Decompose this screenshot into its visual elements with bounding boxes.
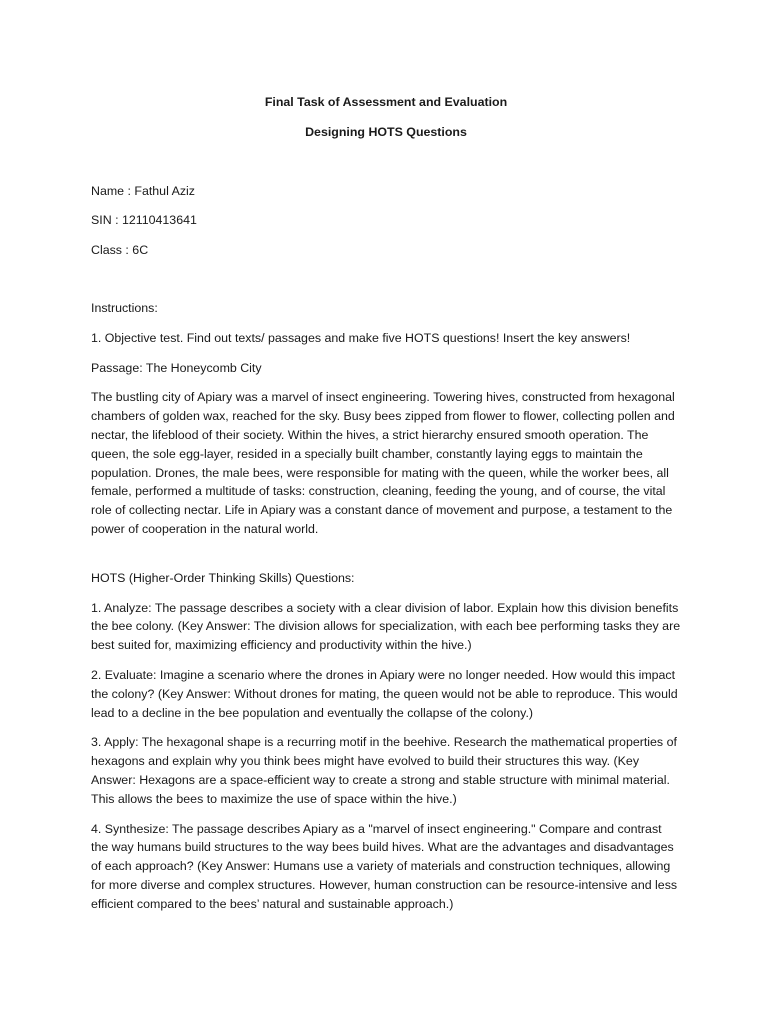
question-item: 3. Apply: The hexagonal shape is a recurring motif in the beehive. Research the mathematical properties of hexagons and explain why you think bees might have evolved to build their structures this way. (Key Answer: Hexagons are a space-efficient way to create a strong and stable structure with minimal material. This allows the bees to maximize the use of space within the hive.) (91, 735, 677, 806)
student-sin: SIN : 12110413641 (91, 213, 197, 228)
question-item: 4. Synthesize: The passage describes Apiary as a "marvel of insect engineering." Compare and contrast the way humans build structures to the way bees build hives. What are the advantages and disadvantages of each approach? (Key Answer: Humans use a variety of materials and construction techniques, allowing for more diverse and complex structures. However, human construction can be resource-intensive and less efficient compared to the bees’ natural and sustainable approach.) (91, 821, 678, 911)
document-subtitle: Designing HOTS Questions (305, 124, 467, 139)
passage-title: Passage: The Honeycomb City (91, 360, 262, 375)
question-item: 1. Analyze: The passage describes a society with a clear division of labor. Explain how this division benefits the bee colony. (Key Answer: The division allows for specialization, with each bee performing tasks they are best suited for, maximizing efficiency and productivity within the hive.) (91, 600, 681, 653)
passage-body: The bustling city of Apiary was a marvel of insect engineering. Towering hives, constructed from hexagonal chambers of golden wax, reached for the sky. Busy bees zipped from flower to flower, collecting pollen and nectar, the lifeblood of their society. Within the hives, a strict hierarchy ensured smooth operation. The queen, the sole egg-layer, resided in a specially built chamber, constantly laying eggs to maintain the population. Drones, the male bees, were responsible for mating with the queen, while the worker bees, all female, performed a multitude of tasks: construction, cleaning, feeding the young, and of course, the vital role of collecting nectar. Life in Apiary was a constant dance of movement and purpose, a testament to the power of cooperation in the natural world. (91, 390, 675, 536)
instruction-item: 1. Objective test. Find out texts/ passages and make five HOTS questions! Insert the key answers! (91, 330, 631, 345)
document-content (91, 93, 681, 925)
hots-heading: HOTS (Higher-Order Thinking Skills) Questions: (91, 570, 355, 585)
student-name: Name : Fathul Aziz (91, 183, 195, 198)
instructions-heading: Instructions: (91, 300, 158, 315)
spacer (91, 271, 681, 299)
spacer (91, 550, 681, 569)
student-class: Class : 6C (91, 243, 149, 258)
student-info (91, 182, 681, 260)
document-title: Final Task of Assessment and Evaluation (264, 95, 508, 109)
question-item: 2. Evaluate: Imagine a scenario where the drones in Apiary were no longer needed. How would this impact the colony? (Key Answer: Without drones for mating, the queen would not be able to reproduce. This would lead to a decline in the bee population and eventually the collapse of the colony.) (91, 667, 678, 720)
